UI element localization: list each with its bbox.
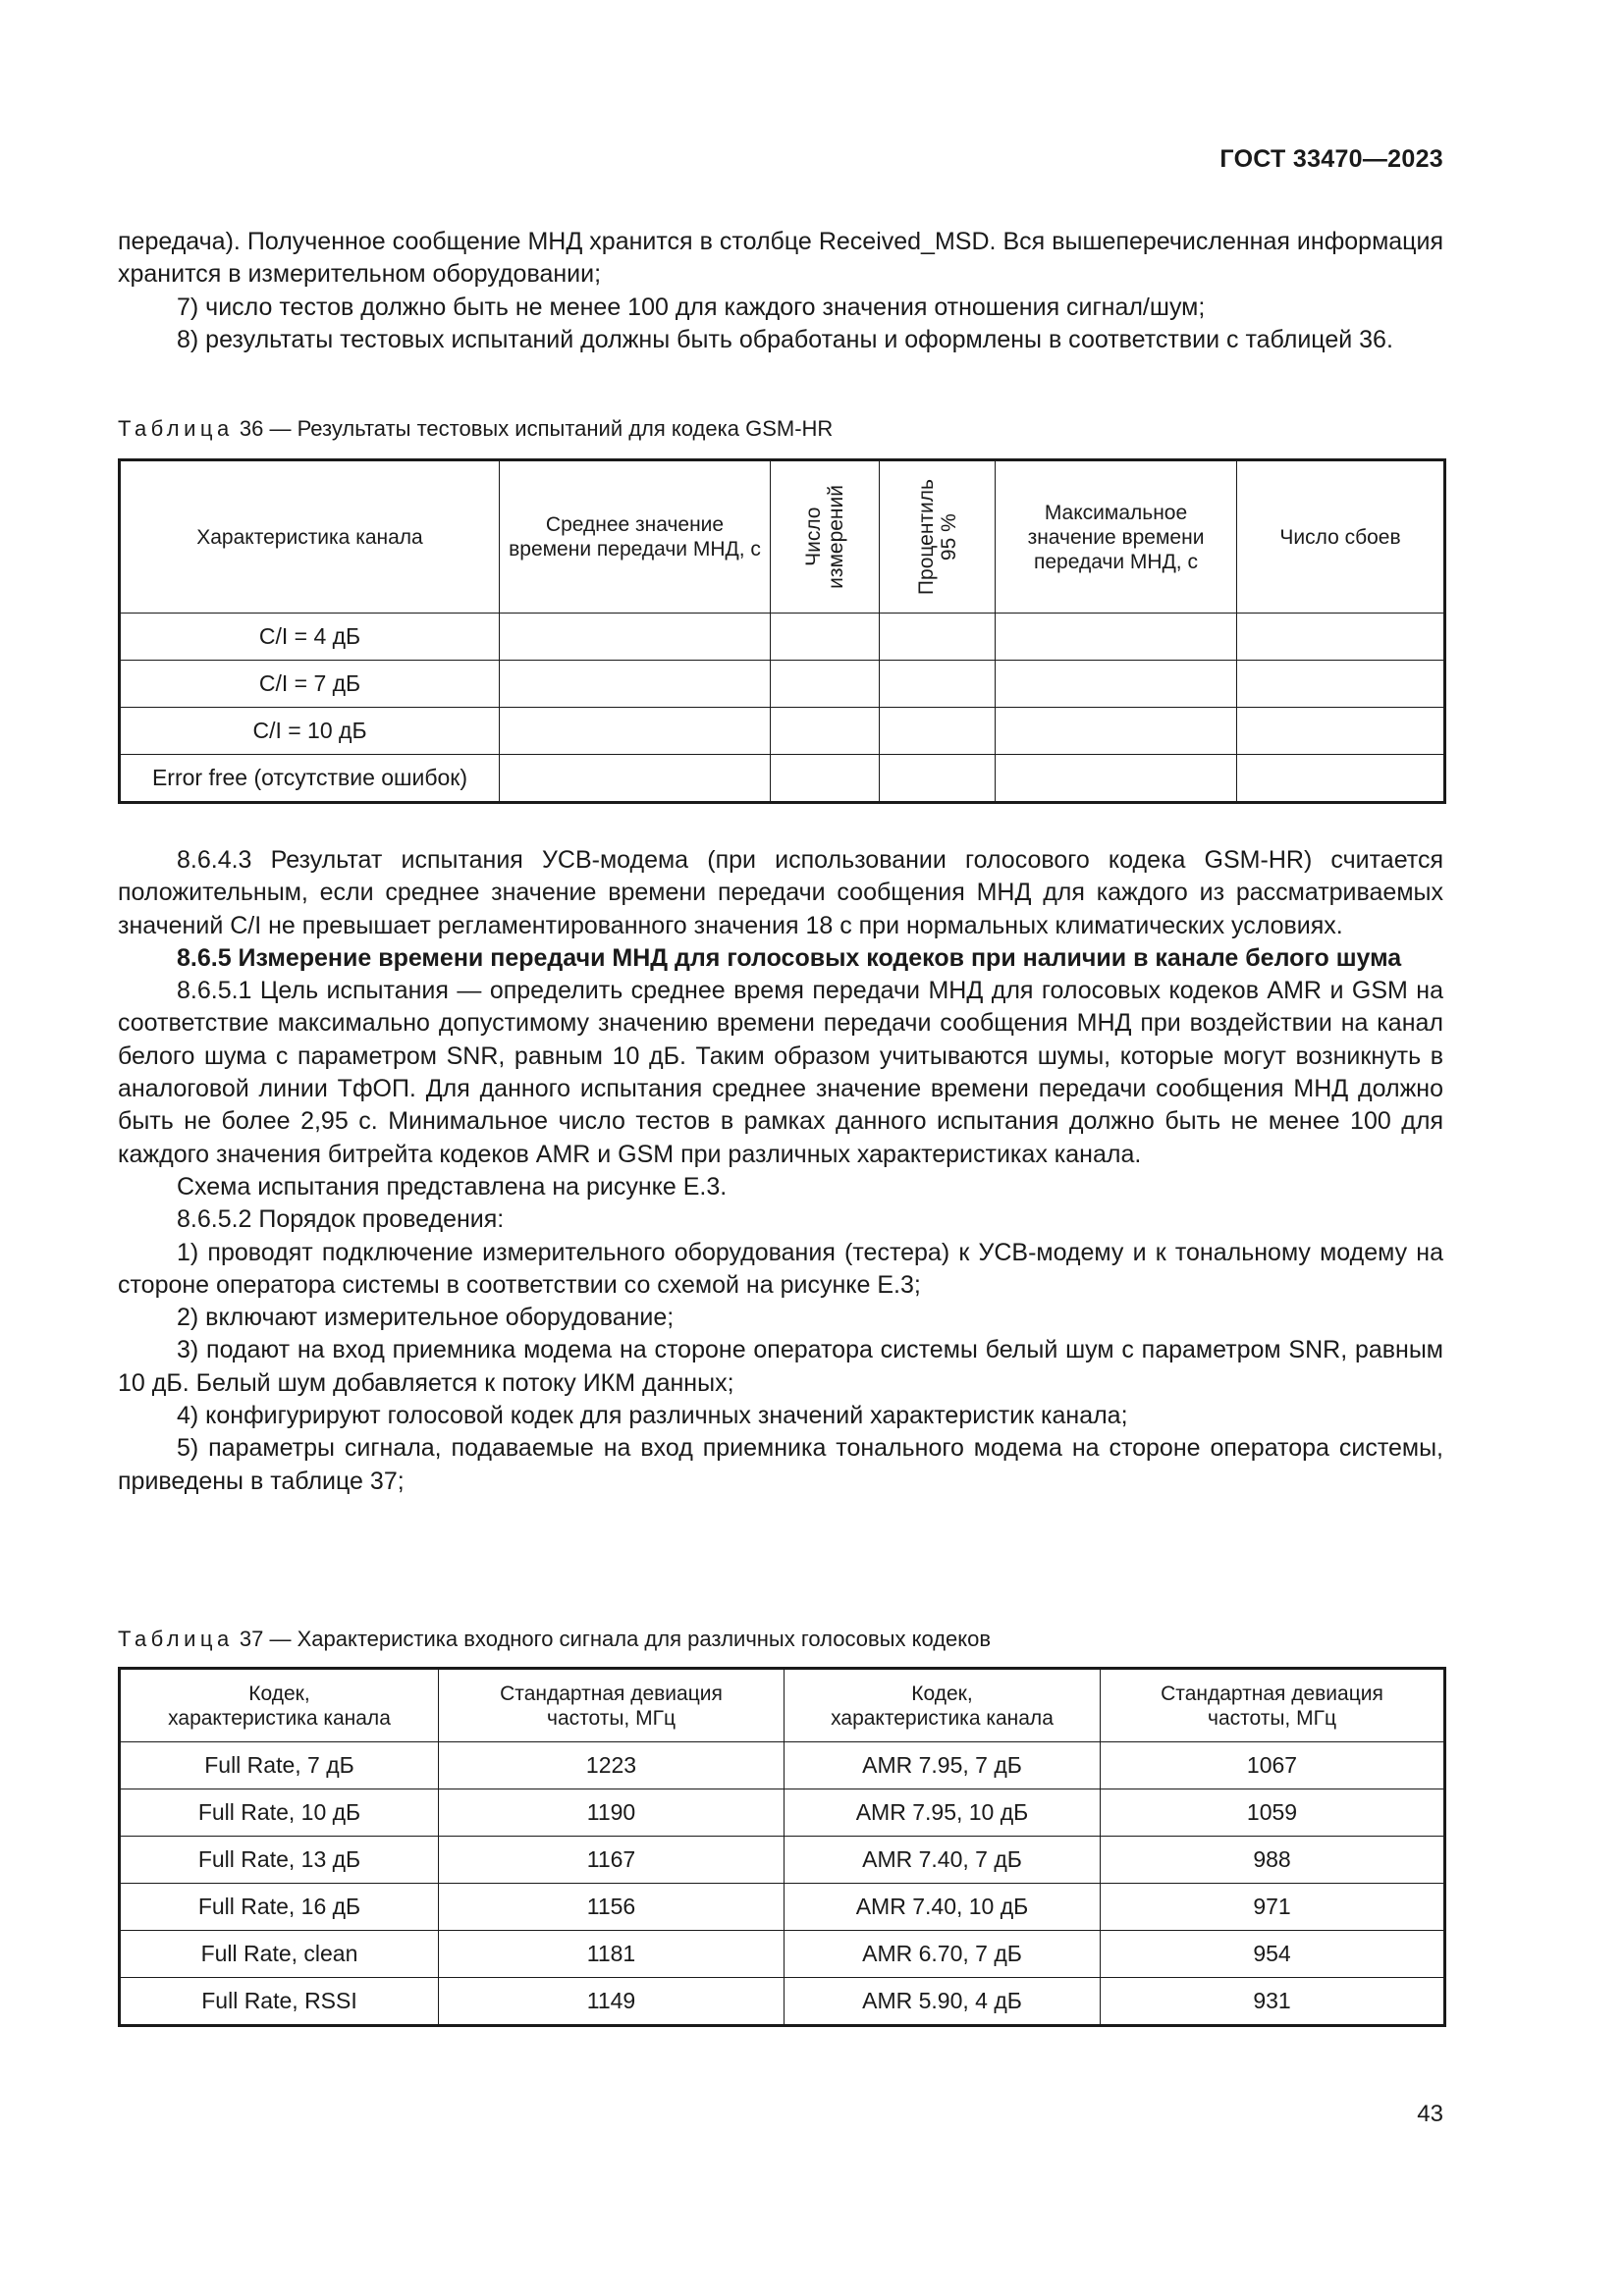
cell-deviation-1: 1223 xyxy=(439,1742,785,1789)
table-37-caption-text: 37 — Характеристика входного сигнала для различных голосовых кодеков xyxy=(239,1627,992,1651)
header-deviation-2-line1: Стандартная девиация xyxy=(1161,1682,1383,1705)
cell-deviation-1: 1156 xyxy=(439,1884,785,1931)
paragraph: передача). Полученное сообщение МНД хранится в столбце Received_MSD. Вся вышеперечисленная информация хранится в измерительном оборудовании; xyxy=(118,228,1443,289)
paragraph: 7) число тестов должно быть не менее 100 для каждого значения отношения сигнал/шум; xyxy=(177,293,1206,321)
section-heading: 8.6.5 Измерение времени передачи МНД для голосовых кодеков при наличии в канале белого шума xyxy=(177,943,1402,972)
cell-fails xyxy=(1237,708,1445,755)
header-deviation-1 xyxy=(439,1669,785,1742)
table-37 xyxy=(118,1667,1446,2027)
table-36-header-row xyxy=(120,460,1445,614)
cell-mean xyxy=(500,614,771,661)
cell-max xyxy=(996,755,1237,803)
header-deviation-1-line1: Стандартная девиация xyxy=(500,1682,723,1705)
cell-codec-1: Full Rate, 16 дБ xyxy=(120,1884,439,1931)
cell-deviation-2: 971 xyxy=(1101,1884,1445,1931)
cell-channel: Error free (отсутствие ошибок) xyxy=(120,755,500,803)
cell-codec-2: AMR 7.40, 7 дБ xyxy=(785,1837,1101,1884)
cell-max xyxy=(996,614,1237,661)
table-row xyxy=(120,755,1445,803)
cell-codec-2: AMR 6.70, 7 дБ xyxy=(785,1931,1101,1978)
header-percentile xyxy=(880,460,996,614)
cell-codec-2: AMR 5.90, 4 дБ xyxy=(785,1978,1101,2026)
cell-codec-2: AMR 7.95, 10 дБ xyxy=(785,1789,1101,1837)
paragraph: 2) включают измерительное оборудование; xyxy=(177,1304,675,1332)
header-measurement-count xyxy=(771,460,880,614)
paragraph: Схема испытания представлена на рисунке Е.3. xyxy=(177,1172,728,1201)
table-row xyxy=(120,1789,1445,1837)
header-codec-1 xyxy=(120,1669,439,1742)
cell-count xyxy=(771,614,880,661)
header-percentile-line2: 95 % xyxy=(937,513,960,561)
cell-max xyxy=(996,708,1237,755)
cell-max xyxy=(996,661,1237,708)
paragraph: 8.6.5.2 Порядок проведения: xyxy=(177,1205,505,1234)
cell-deviation-2: 954 xyxy=(1101,1931,1445,1978)
cell-channel: C/I = 10 дБ xyxy=(120,708,500,755)
header-deviation-2-line2: частоты, МГц xyxy=(1208,1706,1336,1730)
header-count-line2: измерений xyxy=(825,485,847,589)
cell-codec-1: Full Rate, 10 дБ xyxy=(120,1789,439,1837)
cell-deviation-1: 1167 xyxy=(439,1837,785,1884)
cell-deviation-2: 1059 xyxy=(1101,1789,1445,1837)
table-37-caption xyxy=(118,1626,991,1653)
paragraph: 8.6.5.1 Цель испытания — определить среднее время передачи МНД для голосовых кодеков AMR и GSM на соответствие максимально допустимому значению времени передачи сообщения МНД при воздействии на канал белого шума с параметром SNR, равным 10 дБ. Таким образом учитываются шумы, которые могут возникнуть в аналоговой линии ТфОП. Для данного испытания среднее значение времени передачи сообщения МНД должно быть не более 2,95 с. Минимальное число тестов в рамках данного испытания должно быть не менее 100 для каждого значения битрейта кодеков AMR и GSM при различных характеристиках канала. xyxy=(118,977,1443,1168)
table-row xyxy=(120,1837,1445,1884)
paragraph: 8.6.4.3 Результат испытания УСВ-модема (при использовании голосового кодека GSM-HR) считается положительным, если среднее значение времени передачи сообщения МНД для каждого из рассматриваемых значений C/I не превышает регламентированного значения 18 с при нормальных климатических условиях. xyxy=(118,846,1443,939)
paragraph: 8) результаты тестовых испытаний должны быть обработаны и оформлены в соответствии с таблицей 36. xyxy=(177,325,1393,353)
header-codec-1-line1: Кодек, xyxy=(248,1682,310,1705)
cell-percentile xyxy=(880,755,996,803)
table-37-header-row xyxy=(120,1669,1445,1742)
table-row xyxy=(120,1978,1445,2026)
header-deviation-1-line2: частоты, МГц xyxy=(547,1706,676,1730)
cell-channel: C/I = 4 дБ xyxy=(120,614,500,661)
cell-codec-1: Full Rate, RSSI xyxy=(120,1978,439,2026)
cell-percentile xyxy=(880,614,996,661)
table-37-caption-word: Таблица xyxy=(118,1627,234,1651)
table-36-caption xyxy=(118,415,833,443)
cell-codec-1: Full Rate, 13 дБ xyxy=(120,1837,439,1884)
table-row xyxy=(120,1742,1445,1789)
cell-count xyxy=(771,708,880,755)
text-block-main xyxy=(118,844,1443,1498)
cell-channel: C/I = 7 дБ xyxy=(120,661,500,708)
header-count-line1: Число xyxy=(802,507,825,567)
cell-deviation-1: 1190 xyxy=(439,1789,785,1837)
header-mean-time: Среднее значение времени передачи МНД, с xyxy=(500,460,771,614)
cell-fails xyxy=(1237,614,1445,661)
header-failure-count: Число сбоев xyxy=(1237,460,1445,614)
cell-codec-1: Full Rate, clean xyxy=(120,1931,439,1978)
cell-codec-2: AMR 7.95, 7 дБ xyxy=(785,1742,1101,1789)
table-row xyxy=(120,661,1445,708)
cell-count xyxy=(771,755,880,803)
cell-deviation-2: 988 xyxy=(1101,1837,1445,1884)
cell-fails xyxy=(1237,661,1445,708)
table-row xyxy=(120,1884,1445,1931)
document-code: ГОСТ 33470—2023 xyxy=(1219,145,1443,173)
table-36-caption-text: 36 — Результаты тестовых испытаний для кодека GSM-HR xyxy=(239,416,834,441)
paragraph: 5) параметры сигнала, подаваемые на вход приемника тонального модема на стороне оператора системы, приведены в таблице 37; xyxy=(118,1434,1443,1495)
cell-percentile xyxy=(880,708,996,755)
header-percentile-line1: Процентиль xyxy=(914,478,938,596)
header-channel-characteristic: Характеристика канала xyxy=(120,460,500,614)
cell-deviation-2: 931 xyxy=(1101,1978,1445,2026)
header-max-time: Максимальное значение времени передачи МНД, с xyxy=(996,460,1237,614)
table-36 xyxy=(118,458,1446,804)
cell-mean xyxy=(500,755,771,803)
header-deviation-2 xyxy=(1101,1669,1445,1742)
header-codec-2-line2: характеристика канала xyxy=(831,1706,1054,1730)
cell-codec-1: Full Rate, 7 дБ xyxy=(120,1742,439,1789)
table-36-caption-word: Таблица xyxy=(118,416,234,441)
table-row xyxy=(120,614,1445,661)
cell-mean xyxy=(500,708,771,755)
cell-codec-2: AMR 7.40, 10 дБ xyxy=(785,1884,1101,1931)
cell-deviation-2: 1067 xyxy=(1101,1742,1445,1789)
table-row xyxy=(120,1931,1445,1978)
cell-mean xyxy=(500,661,771,708)
header-codec-2 xyxy=(785,1669,1101,1742)
cell-deviation-1: 1149 xyxy=(439,1978,785,2026)
text-block-top xyxy=(118,226,1443,356)
paragraph: 1) проводят подключение измерительного оборудования (тестера) к УСВ-модему и к тональному модему на стороне оператора системы в соответствии со схемой на рисунке Е.3; xyxy=(118,1238,1443,1299)
page-number: 43 xyxy=(1417,2101,1443,2127)
table-row xyxy=(120,708,1445,755)
header-codec-1-line2: характеристика канала xyxy=(168,1706,391,1730)
cell-fails xyxy=(1237,755,1445,803)
header-codec-2-line1: Кодек, xyxy=(911,1682,973,1705)
cell-count xyxy=(771,661,880,708)
paragraph: 4) конфигурируют голосовой кодек для различных значений характеристик канала; xyxy=(177,1402,1128,1430)
cell-deviation-1: 1181 xyxy=(439,1931,785,1978)
cell-percentile xyxy=(880,661,996,708)
paragraph: 3) подают на вход приемника модема на стороне оператора системы белый шум с параметром SNR, равным 10 дБ. Белый шум добавляется к потоку ИКМ данных; xyxy=(118,1336,1443,1397)
